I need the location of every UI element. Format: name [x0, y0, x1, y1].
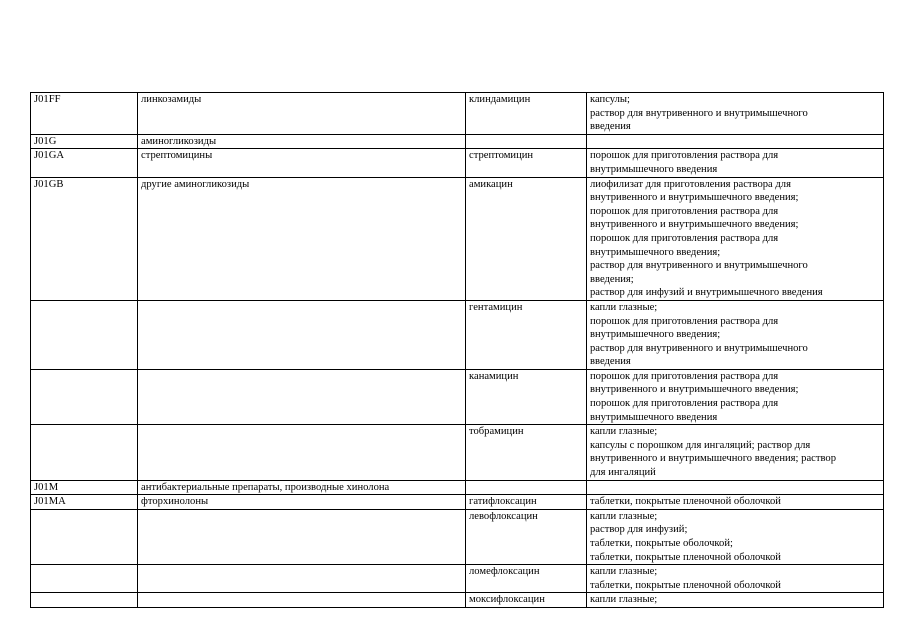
table-row [31, 300, 884, 369]
atc-code-cell: J01M [31, 480, 138, 495]
group-cell [138, 565, 466, 593]
dosage-forms-cell: порошок для приготовления раствора для внутримышечного введения [587, 149, 884, 177]
drug-name-cell [466, 480, 587, 495]
dosage-forms-cell: капли глазные; раствор для инфузий; таблетки, покрытые оболочкой; таблетки, покрытые пленочной оболочкой [587, 509, 884, 564]
table-row [31, 134, 884, 149]
drug-name-cell: моксифлоксацин [466, 593, 587, 608]
atc-code-cell [31, 425, 138, 480]
dosage-forms-cell: порошок для приготовления раствора для внутривенного и внутримышечного введения; порошок для приготовления раствора для внутримышечного введения [587, 369, 884, 424]
drug-table [30, 92, 884, 608]
atc-code-cell: J01GB [31, 177, 138, 300]
dosage-forms-cell: таблетки, покрытые пленочной оболочкой [587, 495, 884, 510]
atc-code-cell [31, 565, 138, 593]
group-cell: фторхинолоны [138, 495, 466, 510]
group-cell [138, 593, 466, 608]
drug-name-cell: амикацин [466, 177, 587, 300]
atc-code-cell [31, 593, 138, 608]
group-cell [138, 425, 466, 480]
table-row [31, 369, 884, 424]
drug-name-cell: левофлоксацин [466, 509, 587, 564]
atc-code-cell: J01G [31, 134, 138, 149]
table-row [31, 593, 884, 608]
group-cell [138, 300, 466, 369]
table-row [31, 480, 884, 495]
table-row [31, 93, 884, 135]
drug-name-cell: тобрамицин [466, 425, 587, 480]
table-row [31, 495, 884, 510]
dosage-forms-cell: капли глазные; капсулы с порошком для ингаляций; раствор для внутривенного и внутримышечного введения; раствор для ингаляций [587, 425, 884, 480]
dosage-forms-cell: капли глазные; [587, 593, 884, 608]
atc-code-cell [31, 509, 138, 564]
drug-name-cell [466, 134, 587, 149]
drug-name-cell: гентамицин [466, 300, 587, 369]
table-row [31, 177, 884, 300]
group-cell: линкозамиды [138, 93, 466, 135]
group-cell: антибактериальные препараты, производные хинолона [138, 480, 466, 495]
group-cell: аминогликозиды [138, 134, 466, 149]
table-row [31, 425, 884, 480]
dosage-forms-cell [587, 134, 884, 149]
group-cell [138, 509, 466, 564]
dosage-forms-cell [587, 480, 884, 495]
atc-code-cell: J01MA [31, 495, 138, 510]
dosage-forms-cell: лиофилизат для приготовления раствора для внутривенного и внутримышечного введения; порошок для приготовления раствора для внутривенного и внутримышечного введения; порошок для приготовления раствора для внутримышечного введения; раствор для внутривенного и внутримышечного введения; раствор для инфузий и внутримышечного введения [587, 177, 884, 300]
drug-name-cell: ломефлоксацин [466, 565, 587, 593]
atc-code-cell [31, 300, 138, 369]
dosage-forms-cell: капли глазные; порошок для приготовления раствора для внутримышечного введения; раствор для внутривенного и внутримышечного введения [587, 300, 884, 369]
group-cell: стрептомицины [138, 149, 466, 177]
atc-code-cell [31, 369, 138, 424]
table-row [31, 565, 884, 593]
dosage-forms-cell: капсулы; раствор для внутривенного и внутримышечного введения [587, 93, 884, 135]
group-cell: другие аминогликозиды [138, 177, 466, 300]
atc-code-cell: J01FF [31, 93, 138, 135]
group-cell [138, 369, 466, 424]
drug-name-cell: канамицин [466, 369, 587, 424]
drug-name-cell: клиндамицин [466, 93, 587, 135]
atc-code-cell: J01GA [31, 149, 138, 177]
dosage-forms-cell: капли глазные; таблетки, покрытые пленочной оболочкой [587, 565, 884, 593]
table-row [31, 149, 884, 177]
drug-name-cell: гатифлоксацин [466, 495, 587, 510]
table-row [31, 509, 884, 564]
drug-name-cell: стрептомицин [466, 149, 587, 177]
